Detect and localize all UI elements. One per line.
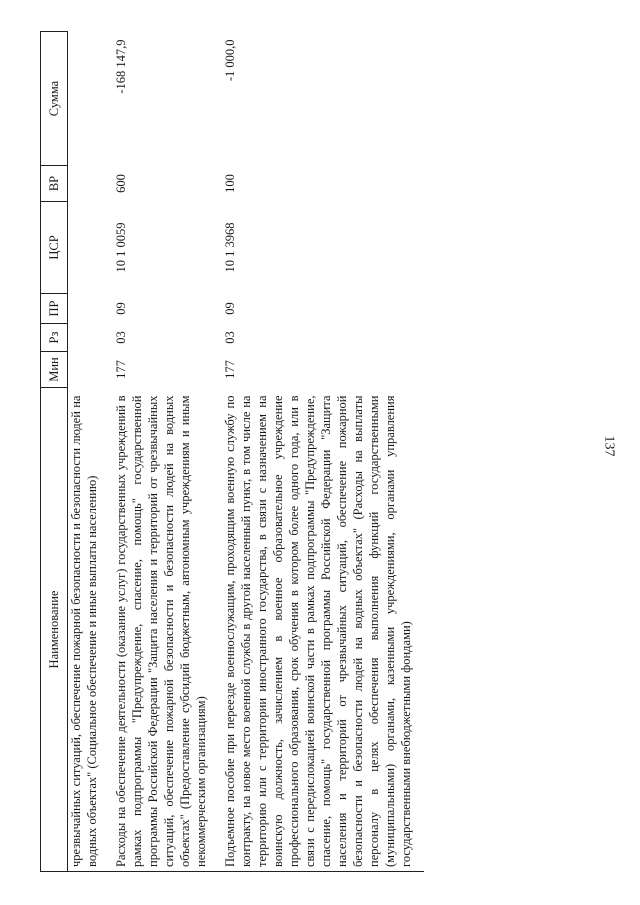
header-pr: ПР bbox=[41, 294, 68, 324]
row-sum bbox=[68, 32, 111, 166]
row-min: 177 bbox=[223, 360, 237, 379]
header-sum: Сумма bbox=[41, 32, 68, 166]
header-min: Мин bbox=[41, 352, 68, 388]
table-header-row bbox=[41, 32, 68, 872]
page-number: 137 bbox=[601, 435, 617, 457]
row-vr: 100 bbox=[223, 174, 237, 193]
header-vr: ВР bbox=[41, 166, 68, 202]
budget-table bbox=[40, 31, 424, 872]
row-sum: -168 147,9 bbox=[114, 39, 128, 94]
row-csr bbox=[68, 202, 111, 294]
row-pr bbox=[68, 294, 111, 324]
row-pr: 09 bbox=[223, 302, 237, 315]
row-rz: 03 bbox=[223, 331, 237, 344]
row-csr: 10 1 3968 bbox=[223, 222, 237, 273]
row-vr bbox=[68, 166, 111, 202]
row-csr: 10 1 0059 bbox=[114, 222, 128, 273]
rotated-page bbox=[40, 32, 600, 872]
row-pr: 09 bbox=[114, 302, 128, 315]
row-min bbox=[68, 352, 111, 388]
table-row bbox=[110, 32, 219, 872]
row-name: Расходы на обеспечение деятельности (оказание услуг) государственных учреждений в рамках подпрограммы "Предупреждение, спасение, помощь" государственной программы Российской Федерации "Защита населения и территорий от чрезвычайных ситуаций, обеспечение пожарной безопасности и безопасности людей на водных объектах" (Предоставление субсидий бюджетным, автономным учреждениям и иным некоммерческим организациям) bbox=[110, 388, 219, 872]
row-min: 177 bbox=[114, 360, 128, 379]
row-sum: -1 000,0 bbox=[223, 39, 237, 82]
row-vr: 600 bbox=[114, 174, 128, 193]
row-rz bbox=[68, 324, 111, 352]
header-name: Наименование bbox=[41, 388, 68, 872]
row-rz: 03 bbox=[114, 331, 128, 344]
header-rz: Рз bbox=[41, 324, 68, 352]
header-csr: ЦСР bbox=[41, 202, 68, 294]
table-row bbox=[68, 32, 111, 872]
row-name: Подъемное пособие при переезде военнослужащим, проходящим военную службу по контракту, на новое место военной службы в другой населенный пункт, в том числе на территорию или с территории иностранного государства, в связи с назначением на воинскую должность, зачислением в военное образовательное учреждение профессионального образования, срок обучения в котором более одного года, или в связи с передислокацией воинской части в рамках подпрограммы "Предупреждение, спасение, помощь" государственной программы Российской Федерации "Защита населения и территорий от чрезвычайных ситуаций, обеспечение пожарной безопасности и безопасности людей на водных объектах" (Расходы на выплаты персоналу в целях обеспечения выполнения функций государственными (муниципальными) органами, казенными учреждениями, органами управления государственными внебюджетными фондами) bbox=[219, 388, 424, 872]
row-name: чрезвычайных ситуаций, обеспечение пожарной безопасности и безопасности людей на водных объектах" (Социальное обеспечение и иные выплаты населению) bbox=[68, 388, 111, 872]
table-row bbox=[219, 32, 424, 872]
